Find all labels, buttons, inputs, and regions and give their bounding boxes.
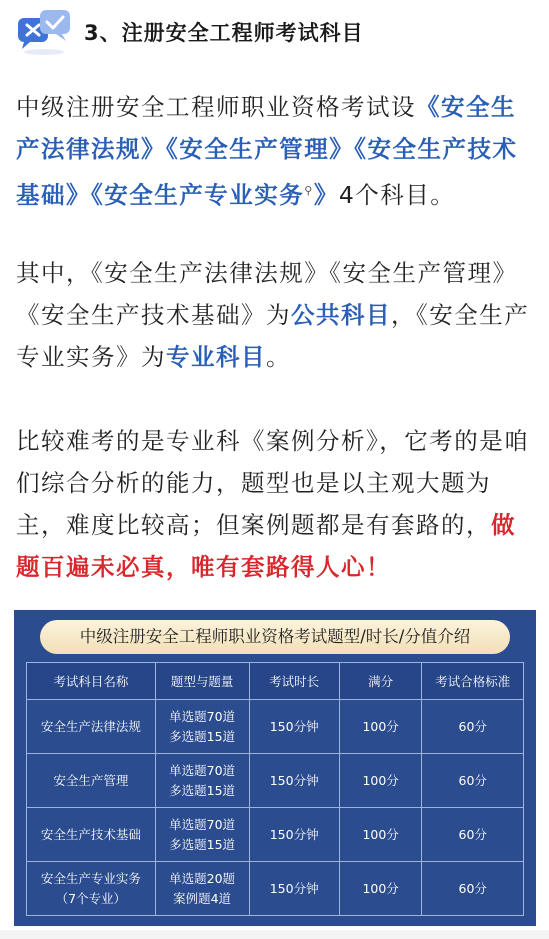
cell-duration: 150分钟	[249, 808, 339, 862]
cell-subject: 安全生产专业实务 （7个专业）	[27, 862, 156, 916]
cell-subject: 安全生产技术基础	[27, 808, 156, 862]
section-heading	[14, 6, 364, 58]
cell-full-score: 100分	[339, 754, 422, 808]
cell-duration: 150分钟	[249, 754, 339, 808]
subject-technology: 《安全生产技术基础》	[16, 135, 518, 209]
table-title: 中级注册安全工程师职业资格考试题型/时长/分值介绍	[40, 620, 510, 654]
table-row	[27, 754, 524, 808]
table-row	[27, 862, 524, 916]
cell-duration: 150分钟	[249, 700, 339, 754]
paragraph-difficulty	[16, 420, 536, 588]
header-question-types: 题型与题量	[155, 663, 249, 700]
exam-info-table	[26, 662, 524, 916]
cell-pass-standard: 60分	[422, 862, 524, 916]
bottom-divider	[0, 930, 549, 939]
highlight-slogan: 做题百遍未必真，唯有套路得人心！	[16, 511, 516, 581]
table-row	[27, 700, 524, 754]
table-row	[27, 808, 524, 862]
para1-text-end: 4个科目。	[338, 180, 456, 209]
public-subjects-label: 公共科目	[291, 301, 391, 329]
header-pass-standard: 考试合格标准	[422, 663, 524, 700]
cell-pass-standard: 60分	[422, 700, 524, 754]
cell-subject: 安全生产法律法规	[27, 700, 156, 754]
chat-check-x-icon	[14, 8, 74, 56]
subject-practice-close: 》	[313, 180, 339, 209]
cell-pass-standard: 60分	[422, 754, 524, 808]
paragraph-subjects	[16, 86, 536, 216]
cell-question-types: 单选题70道 多选题15道	[155, 808, 249, 862]
para2-text: 其中，《安全生产法律法规》《安全生产管理》《安全生产技术基础》为	[16, 259, 518, 329]
search-icon[interactable]: ⚲	[304, 184, 314, 197]
cell-duration: 150分钟	[249, 862, 339, 916]
cell-question-types: 单选题70道 多选题15道	[155, 754, 249, 808]
cell-full-score: 100分	[339, 700, 422, 754]
exam-info-table-card	[14, 610, 536, 926]
cell-full-score: 100分	[339, 862, 422, 916]
para3-text: 比较难考的是专业科《案例分析》，它考的是咱们综合分析的能力，题型也是以主观大题为主，难度比较高；但案例题都是有套路的，	[16, 427, 530, 539]
header-subject: 考试科目名称	[27, 663, 156, 700]
para2-text-mid: ，《安全生产专业实务》为	[16, 301, 530, 371]
cell-pass-standard: 60分	[422, 808, 524, 862]
cell-subject: 安全生产管理	[27, 754, 156, 808]
para1-text: 中级注册安全工程师职业资格考试设	[16, 93, 416, 121]
subject-management: 《安全生产管理》	[166, 135, 355, 163]
cell-question-types: 单选题70道 多选题15道	[155, 700, 249, 754]
table-header-row	[27, 663, 524, 700]
cell-full-score: 100分	[339, 808, 422, 862]
subject-law: 《安全生产法律法规》	[16, 93, 516, 163]
paragraph-categories	[16, 252, 536, 378]
subject-practice: 《安全生产专业实务	[91, 180, 305, 209]
cell-question-types: 单选题20题 案例题4道	[155, 862, 249, 916]
header-full-score: 满分	[339, 663, 422, 700]
major-subjects-label: 专业科目	[166, 343, 266, 371]
para2-text-end: 。	[266, 343, 291, 371]
header-duration: 考试时长	[249, 663, 339, 700]
section-title: 3、注册安全工程师考试科目	[84, 21, 364, 45]
